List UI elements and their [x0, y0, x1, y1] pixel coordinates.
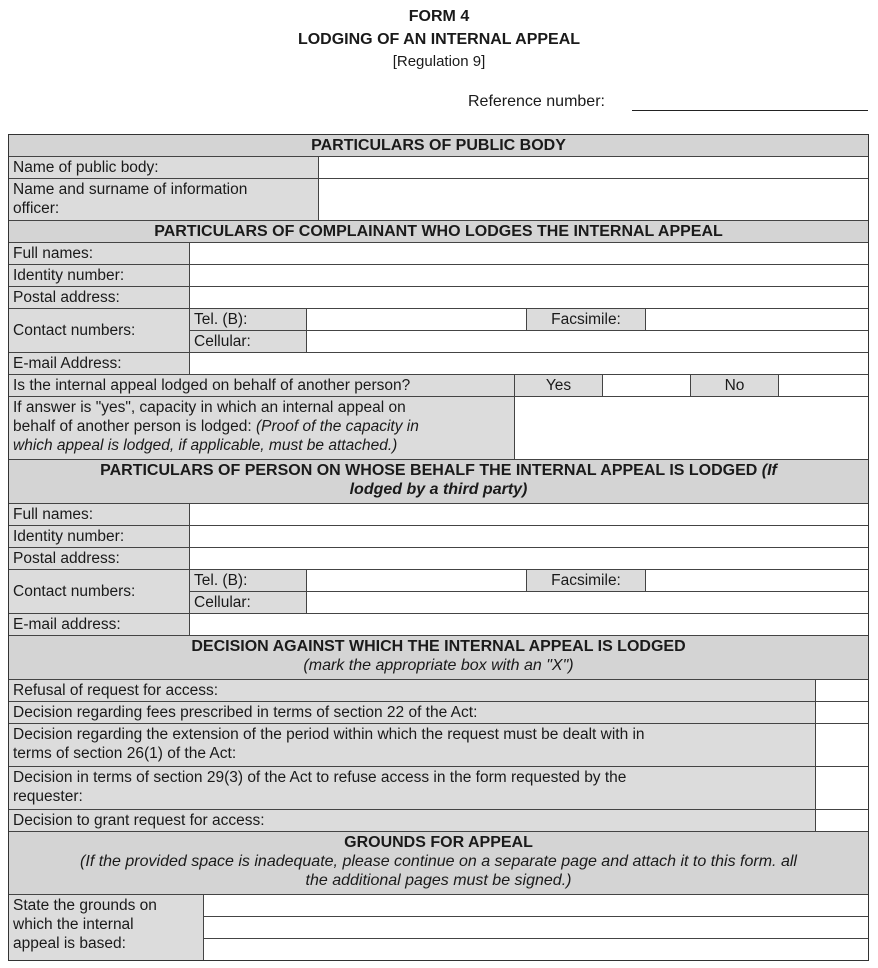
information-officer-label-line2: officer:	[13, 200, 60, 217]
regulation-reference: [Regulation 9]	[392, 53, 486, 70]
section-complainant-heading: PARTICULARS OF COMPLAINANT WHO LODGES THE INTERNAL APPEAL	[9, 221, 868, 243]
appeal-form	[8, 134, 869, 961]
public-body-name-label: Name of public body:	[9, 157, 319, 179]
grounds-state-line3: appeal is based:	[13, 935, 126, 952]
third-party-full-names-label: Full names:	[9, 504, 190, 526]
third-party-cellular-field[interactable]	[307, 592, 868, 614]
complainant-postal-address-label: Postal address:	[9, 287, 190, 309]
decision-fees-label: Decision regarding fees prescribed in terms of section 22 of the Act:	[9, 702, 816, 724]
decision-extension-line1: Decision regarding the extension of the period within which the request must be dealt with in	[13, 726, 645, 743]
behalf-no-label: No	[691, 375, 779, 397]
behalf-capacity-line1: If answer is "yes", capacity in which an internal appeal on	[13, 399, 406, 416]
grounds-heading-text: GROUNDS FOR APPEAL	[344, 834, 533, 851]
public-body-name-field[interactable]	[319, 157, 868, 179]
decision-refusal-checkbox[interactable]	[816, 680, 868, 702]
decision-extension-line2: terms of section 26(1) of the Act:	[13, 745, 237, 762]
decision-extension-checkbox[interactable]	[816, 724, 868, 767]
decision-form-refusal-checkbox[interactable]	[816, 767, 868, 810]
grounds-note-line2: the additional pages must be signed.)	[305, 872, 572, 889]
complainant-email-field[interactable]	[190, 353, 868, 375]
grounds-state-line1: State the grounds on	[13, 897, 157, 914]
behalf-capacity-line2-italic: (Proof of the capacity in	[256, 418, 419, 435]
behalf-capacity-line3: which appeal is lodged, if applicable, must be attached.)	[13, 437, 398, 454]
form-title: LODGING OF AN INTERNAL APPEAL	[297, 31, 581, 48]
decision-form-refusal-label	[9, 767, 816, 810]
grounds-state-label	[9, 895, 204, 960]
complainant-facsimile-label: Facsimile:	[527, 309, 646, 331]
decision-refusal-label: Refusal of request for access:	[9, 680, 816, 702]
information-officer-label-line1: Name and surname of information	[13, 181, 248, 198]
decision-grant-label: Decision to grant request for access:	[9, 810, 816, 832]
third-party-identity-number-field[interactable]	[190, 526, 868, 548]
grounds-line-2[interactable]	[204, 917, 868, 939]
third-party-contact-numbers-label	[9, 570, 190, 614]
third-party-heading-italic-2: lodged by a third party)	[349, 481, 528, 498]
decision-fees-checkbox[interactable]	[816, 702, 868, 724]
behalf-capacity-label	[9, 397, 515, 460]
information-officer-field[interactable]	[319, 179, 868, 221]
third-party-identity-number-label: Identity number:	[9, 526, 190, 548]
decision-form-refusal-line1: Decision in terms of section 29(3) of the Act to refuse access in the form requested by the	[13, 769, 627, 786]
third-party-heading-italic-1: (If	[761, 462, 777, 479]
complainant-contact-numbers-text: Contact numbers:	[13, 322, 136, 339]
grounds-state-line2: which the internal	[13, 916, 134, 933]
complainant-tel-b-field[interactable]	[307, 309, 527, 331]
complainant-tel-b-label: Tel. (B):	[190, 309, 307, 331]
behalf-question-label: Is the internal appeal lodged on behalf of another person?	[9, 375, 515, 397]
information-officer-label	[9, 179, 319, 221]
decision-form-refusal-line2: requester:	[13, 788, 83, 805]
decision-heading-text: DECISION AGAINST WHICH THE INTERNAL APPEAL IS LODGED	[191, 638, 686, 655]
third-party-tel-b-label: Tel. (B):	[190, 570, 307, 592]
complainant-full-names-field[interactable]	[190, 243, 868, 265]
third-party-email-label: E-mail address:	[9, 614, 190, 636]
complainant-cellular-label: Cellular:	[190, 331, 307, 353]
behalf-capacity-line2-plain: behalf of another person is lodged:	[13, 418, 257, 435]
third-party-facsimile-label: Facsimile:	[527, 570, 646, 592]
third-party-full-names-field[interactable]	[190, 504, 868, 526]
complainant-postal-address-field[interactable]	[190, 287, 868, 309]
section-public-body-heading: PARTICULARS OF PUBLIC BODY	[9, 135, 868, 157]
behalf-no-checkbox[interactable]	[779, 375, 868, 397]
third-party-tel-b-field[interactable]	[307, 570, 527, 592]
third-party-heading-plain: PARTICULARS OF PERSON ON WHOSE BEHALF THE INTERNAL APPEAL IS LODGED	[100, 462, 762, 479]
form-number: FORM 4	[408, 8, 470, 25]
behalf-capacity-field[interactable]	[515, 397, 868, 460]
complainant-cellular-field[interactable]	[307, 331, 868, 353]
decision-subheading: (mark the appropriate box with an "X")	[303, 657, 574, 674]
section-third-party-heading	[9, 460, 868, 504]
reference-number-label: Reference number:	[468, 93, 605, 110]
behalf-yes-checkbox[interactable]	[603, 375, 691, 397]
complainant-identity-number-field[interactable]	[190, 265, 868, 287]
decision-extension-label	[9, 724, 816, 767]
behalf-yes-label: Yes	[515, 375, 603, 397]
third-party-postal-address-field[interactable]	[190, 548, 868, 570]
complainant-facsimile-field[interactable]	[646, 309, 868, 331]
third-party-postal-address-label: Postal address:	[9, 548, 190, 570]
third-party-contact-numbers-text: Contact numbers:	[13, 583, 136, 600]
third-party-heading-line1	[13, 461, 864, 480]
behalf-capacity-line2	[13, 417, 510, 436]
grounds-note-line1: (If the provided space is inadequate, please continue on a separate page and attach it to this form. all	[80, 853, 797, 870]
decision-grant-checkbox[interactable]	[816, 810, 868, 832]
section-decision-heading	[9, 636, 868, 680]
third-party-facsimile-field[interactable]	[646, 570, 868, 592]
complainant-identity-number-label: Identity number:	[9, 265, 190, 287]
third-party-email-field[interactable]	[190, 614, 868, 636]
third-party-cellular-label: Cellular:	[190, 592, 307, 614]
grounds-line-1[interactable]	[204, 895, 868, 917]
complainant-full-names-label: Full names:	[9, 243, 190, 265]
reference-number-field[interactable]	[632, 110, 868, 111]
complainant-contact-numbers-label	[9, 309, 190, 353]
grounds-line-3[interactable]	[204, 939, 868, 960]
section-grounds-heading	[9, 832, 868, 895]
complainant-email-label: E-mail Address:	[9, 353, 190, 375]
